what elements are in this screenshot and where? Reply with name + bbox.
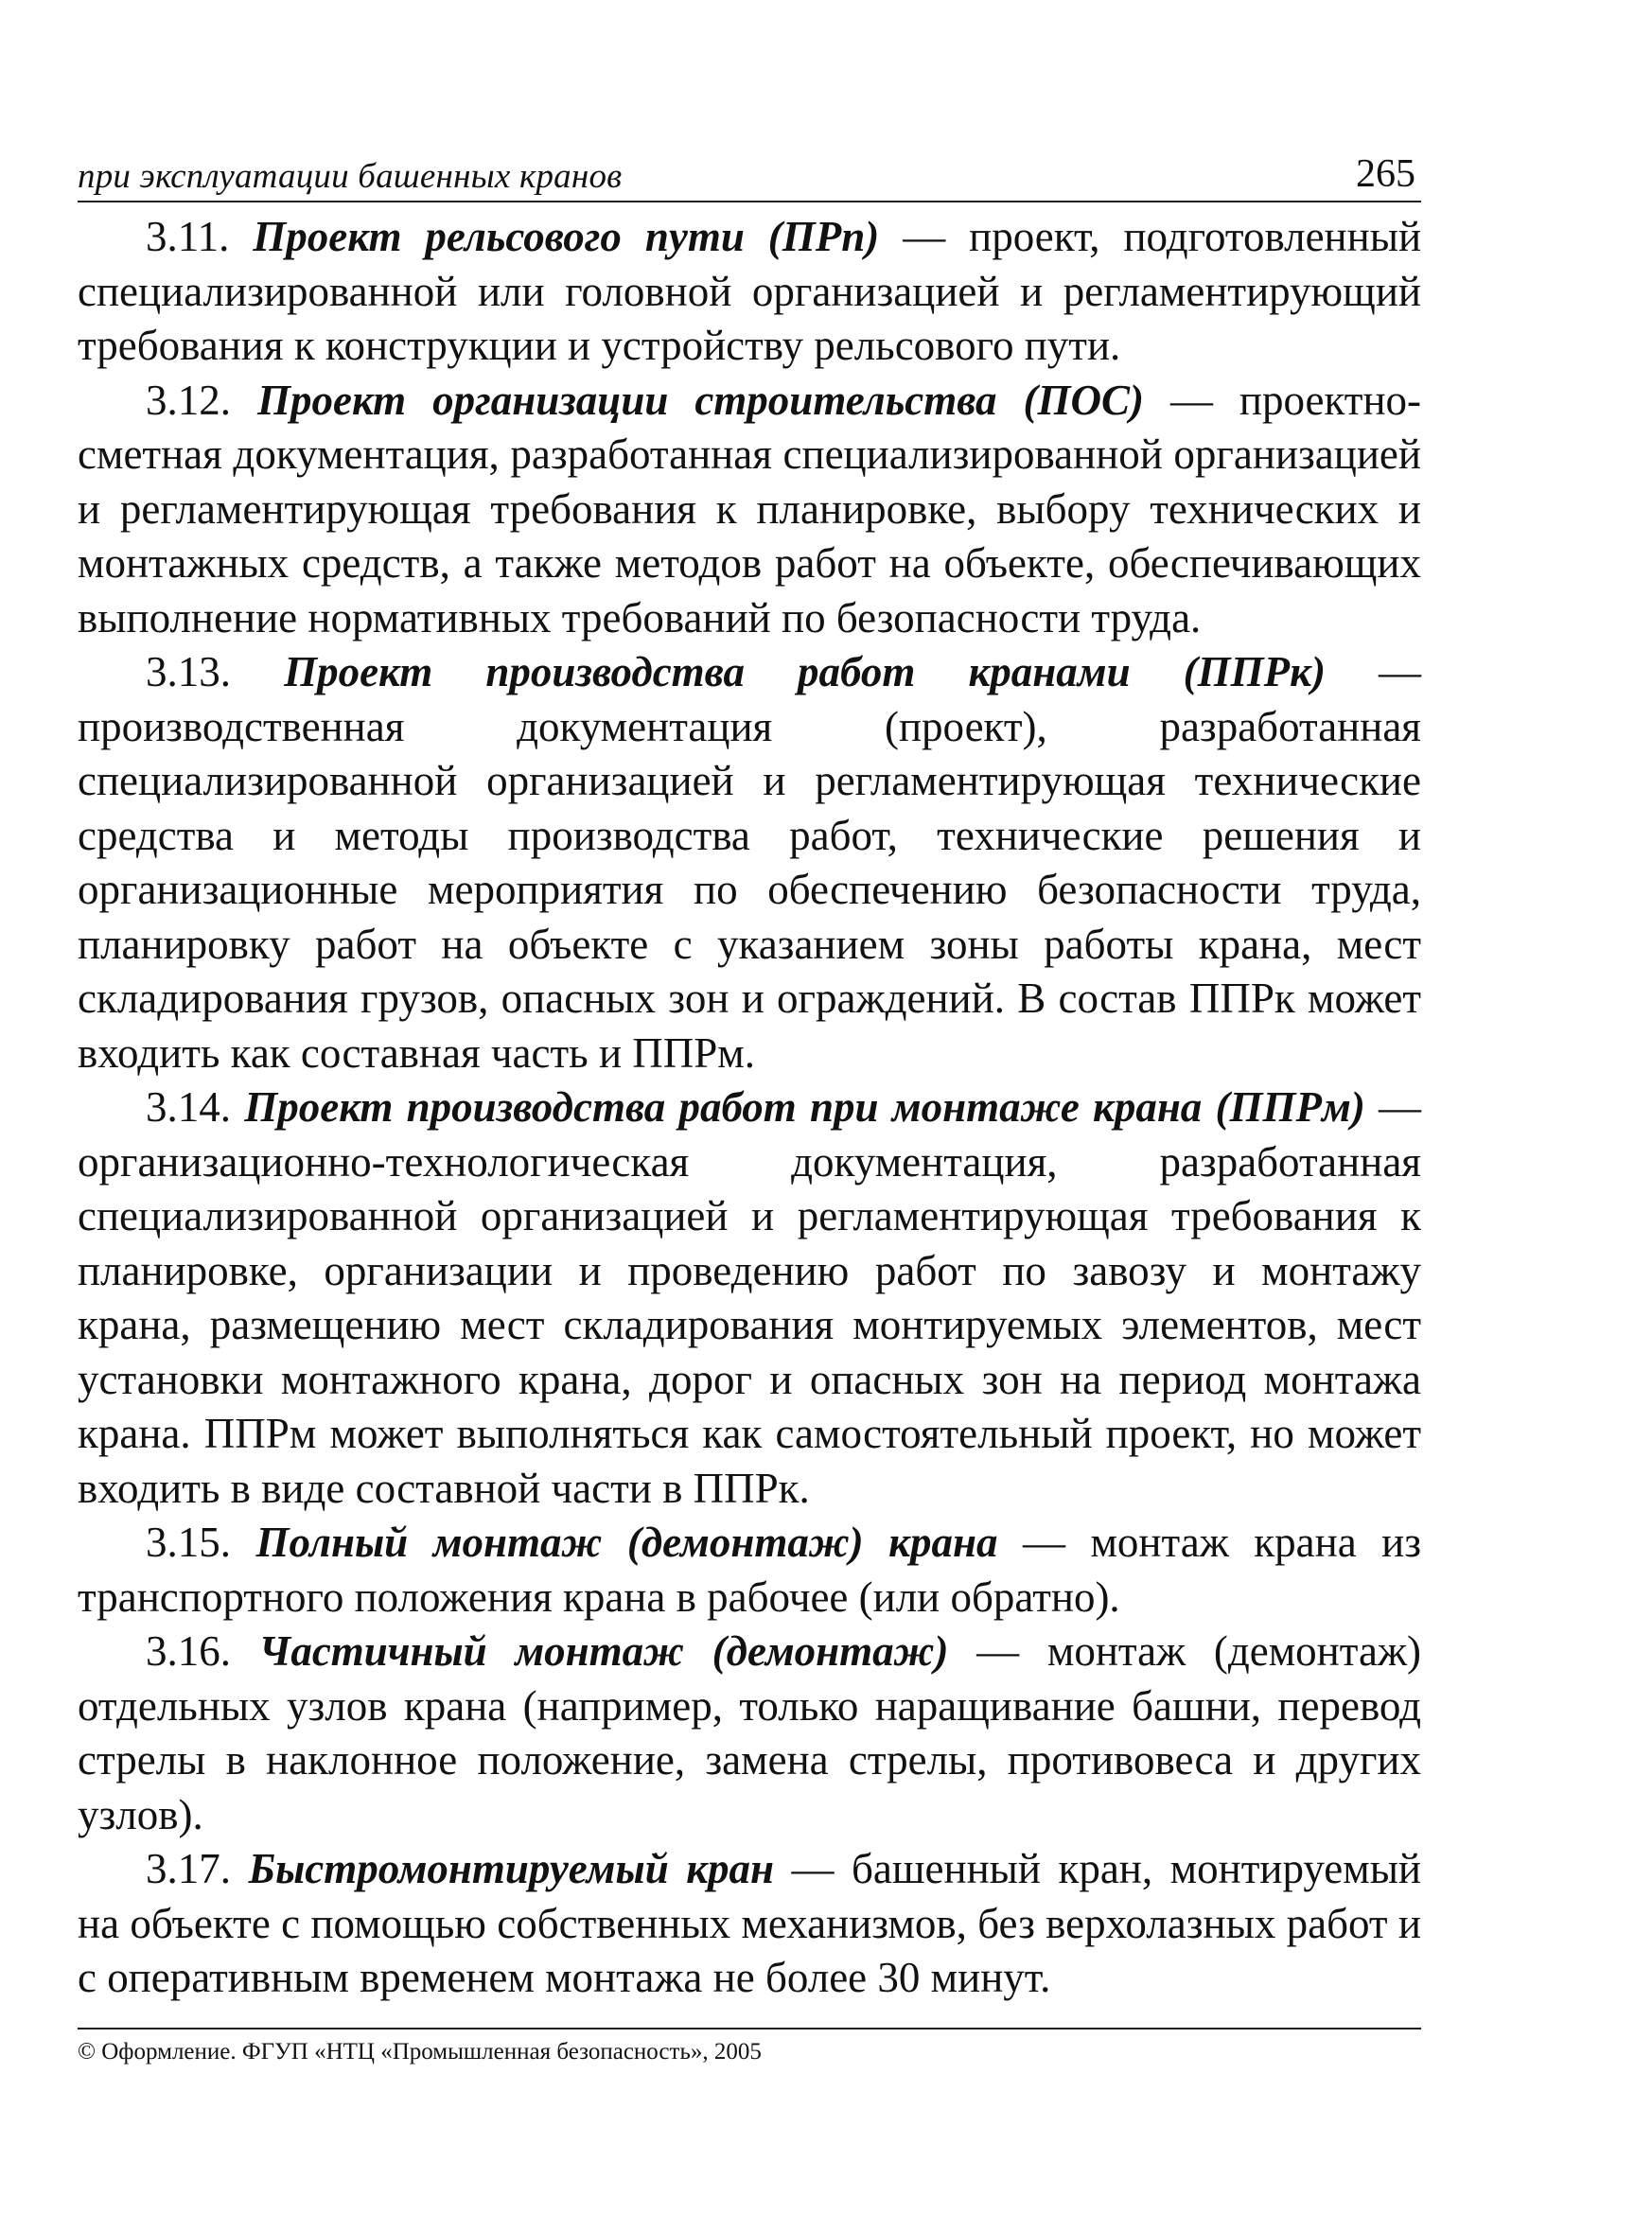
definition-3-13 (78, 645, 1421, 1081)
page-number: 265 (1356, 152, 1415, 196)
defined-term: Проект организации строительства (ПОС) (256, 376, 1144, 424)
clause-number: 3.15. (146, 1519, 231, 1566)
definition-3-15 (78, 1516, 1421, 1625)
definition-3-14 (78, 1081, 1421, 1516)
definition-3-11 (78, 210, 1421, 374)
defined-term: Быстромонтируемый кран (248, 1845, 775, 1892)
definition-text: — монтаж крана из транспортного положения крана в рабочее (или обратно). (78, 1519, 1422, 1621)
definition-text: — монтаж (демонтаж) отдельных узлов крана (например, только наращивание башни, перевод стрелы в наклонное положение, замена стрелы, противовеса и других узлов). (78, 1627, 1422, 1838)
running-title: при эксплуатации башенных кранов (78, 157, 623, 196)
defined-term: Проект производства работ при монтаже крана (ППРм) (244, 1083, 1365, 1131)
clause-number: 3.17. (146, 1845, 231, 1892)
definition-3-16 (78, 1625, 1421, 1842)
definition-text: — проект, подготовленный специализированной или головной организацией и регламентирующий требования к конструкции и устройству рельсового пути. (78, 213, 1422, 369)
defined-term: Частичный монтаж (демонтаж) (258, 1627, 949, 1675)
copyright-text: © Оформление. ФГУП «НТЦ «Промышленная безопасность», 2005 (78, 2039, 762, 2065)
copyright-footer (78, 2028, 1421, 2065)
running-header (78, 142, 1421, 202)
body-text (78, 210, 1421, 2006)
definition-3-12 (78, 374, 1421, 646)
definition-3-17 (78, 1842, 1421, 2006)
definition-text: — башенный кран, монтируемый на объекте с помощью собственных механизмов, без верхолазных работ и с оперативным временем монтажа не более 30 минут. (78, 1845, 1422, 2001)
defined-term: Проект производства работ кранами (ППРк) (284, 648, 1326, 695)
clause-number: 3.11. (146, 213, 230, 260)
definition-text: — проектно-сметная документация, разработанная специализированной организацией и регламентирующая требования к планировке, выбору технических и монтажных средств, а также методов работ на объекте, обеспечивающих выполнение нормативных требований по безопасности труда. (78, 376, 1422, 641)
clause-number: 3.14. (146, 1083, 231, 1131)
defined-term: Проект рельсового пути (ПРп) (253, 213, 880, 260)
definition-text: — организационно-технологическая документация, разработанная специализированной организацией и регламентирующая требования к планировке, организации и проведению работ по завозу и монтажу крана, размещению мест складирования монтируемых элементов, мест установки монтажного крана, дорог и опасных зон на период монтажа крана. ППРм может выполняться как самостоятельный проект, но может входить в виде составной части в ППРк. (78, 1083, 1422, 1512)
clause-number: 3.12. (146, 376, 231, 424)
definition-text: — производственная документация (проект), разработанная специализированной организацией и регламентирующая технические средства и методы производства работ, технические решения и организационные мероприятия по обеспечению безопасности труда, планировку работ на объекте с указанием зоны работы крана, мест складирования грузов, опасных зон и ограждений. В состав ППРк может входить как составная часть и ППРм. (78, 648, 1422, 1077)
defined-term: Полный монтаж (демонтаж) крана (255, 1519, 998, 1566)
clause-number: 3.16. (146, 1627, 231, 1675)
clause-number: 3.13. (146, 648, 231, 695)
document-page (78, 142, 1421, 2006)
